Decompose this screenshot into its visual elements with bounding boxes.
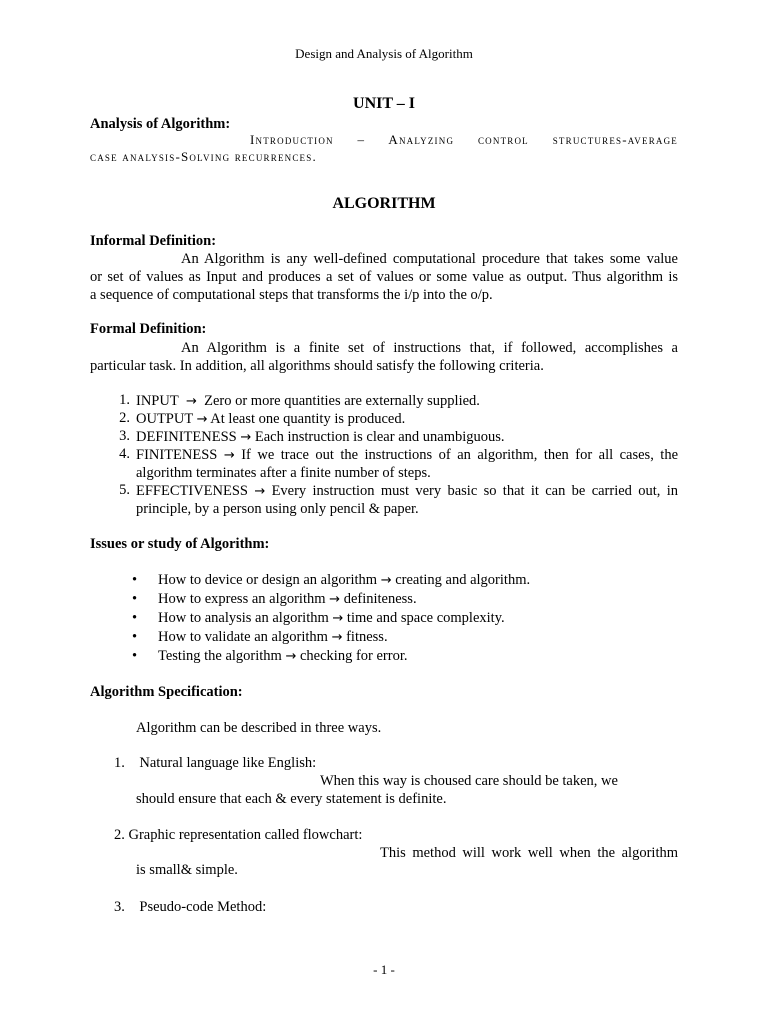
- arrow-icon: →: [332, 611, 344, 626]
- arrow-icon: →: [254, 484, 266, 499]
- arrow-icon: →: [329, 592, 341, 607]
- criteria-number: 4.: [119, 446, 130, 462]
- spec-way-2-label: 2. Graphic representation called flowchart:: [114, 827, 363, 843]
- issue-text: How to express an algorithm: [158, 591, 326, 607]
- criteria-text: Every instruction must very basic so that it can be carried out, in: [271, 483, 679, 499]
- criteria-continuation: principle, by a person using only pencil & paper.: [136, 501, 419, 517]
- issue-result: creating and algorithm.: [395, 572, 531, 588]
- arrow-icon: →: [240, 430, 252, 445]
- issue-text: Testing the algorithm: [158, 648, 282, 664]
- arrow-icon: →: [380, 573, 392, 588]
- spec-way-2-line2: is small& simple.: [136, 862, 238, 878]
- bullet-icon: •: [132, 591, 138, 607]
- issue-result: definiteness.: [343, 591, 417, 607]
- issues-list: [0, 572, 768, 668]
- algorithm-title: ALGORITHM: [332, 195, 436, 212]
- criteria-term: EFFECTIVENESS: [136, 483, 248, 499]
- criteria-term: INPUT: [136, 393, 179, 409]
- spec-intro: Algorithm can be described in three ways.: [136, 720, 382, 736]
- criteria-term: FINITENESS: [136, 447, 218, 463]
- issue-result: fitness.: [346, 629, 388, 645]
- spec-way-1-line2: should ensure that each & every statement is definite.: [136, 791, 447, 807]
- criteria-text: If we trace out the instructions of an algorithm, then for all cases, the: [241, 447, 679, 463]
- criteria-list: [0, 392, 768, 522]
- criteria-term: DEFINITENESS: [136, 429, 237, 445]
- formal-line-1: An Algorithm is a finite set of instructions that, if followed, accomplishes a: [181, 340, 678, 356]
- bullet-icon: •: [132, 648, 138, 664]
- arrow-icon: →: [185, 394, 197, 409]
- issues-heading: Issues or study of Algorithm:: [90, 536, 270, 552]
- bullet-icon: •: [132, 610, 138, 626]
- criteria-number: 3.: [119, 428, 130, 444]
- spec-heading: Algorithm Specification:: [90, 684, 243, 700]
- spec-way-2-line1: This method will work well when the algorithm: [380, 845, 678, 861]
- arrow-icon: →: [223, 448, 235, 463]
- informal-line-2: or set of values as Input and produces a set of values or some value as output. Thus algorithm is: [90, 269, 678, 285]
- page-header: Design and Analysis of Algorithm: [295, 46, 473, 61]
- arrow-icon: →: [196, 412, 208, 427]
- formal-heading: Formal Definition:: [90, 321, 207, 337]
- criteria-text: Zero or more quantities are externally supplied.: [204, 393, 480, 409]
- issue-text: How to device or design an algorithm: [158, 572, 378, 588]
- spec-way-3-label: 3. Pseudo-code Method:: [114, 899, 267, 915]
- criteria-term: OUTPUT: [136, 411, 193, 427]
- informal-heading: Informal Definition:: [90, 233, 217, 249]
- issue-result: time and space complexity.: [346, 610, 505, 626]
- page-number: - 1 -: [373, 962, 395, 977]
- analysis-label: Analysis of Algorithm:: [90, 116, 231, 132]
- issue-text: How to validate an algorithm: [158, 629, 328, 645]
- bullet-icon: •: [132, 629, 138, 645]
- issue-result: checking for error.: [299, 648, 408, 664]
- arrow-icon: →: [285, 649, 297, 664]
- criteria-number: 2.: [119, 410, 130, 426]
- criteria-number: 1.: [119, 392, 130, 408]
- criteria-continuation: algorithm terminates after a finite number of steps.: [136, 465, 431, 481]
- criteria-number: 5.: [119, 482, 130, 498]
- criteria-text: Each instruction is clear and unambiguous.: [254, 429, 505, 445]
- criteria-text: At least one quantity is produced.: [210, 411, 406, 427]
- bullet-icon: •: [132, 572, 138, 588]
- informal-line-1: An Algorithm is any well-defined computational procedure that takes some value: [181, 251, 678, 267]
- analysis-topics-line1: Introduction – Analyzing control structures-average: [250, 132, 678, 147]
- informal-line-3: a sequence of computational steps that transforms the i/p into the o/p.: [90, 287, 493, 303]
- formal-line-2: particular task. In addition, all algorithms should satisfy the following criteria.: [90, 358, 544, 374]
- analysis-topics-line2: case analysis-Solving recurrences.: [90, 149, 317, 164]
- unit-title: UNIT – I: [353, 95, 415, 112]
- issue-text: How to analysis an algorithm: [158, 610, 329, 626]
- spec-way-1-line1: When this way is choused care should be taken, we: [320, 773, 618, 789]
- spec-way-1-label: 1. Natural language like English:: [114, 755, 317, 771]
- arrow-icon: →: [331, 630, 343, 645]
